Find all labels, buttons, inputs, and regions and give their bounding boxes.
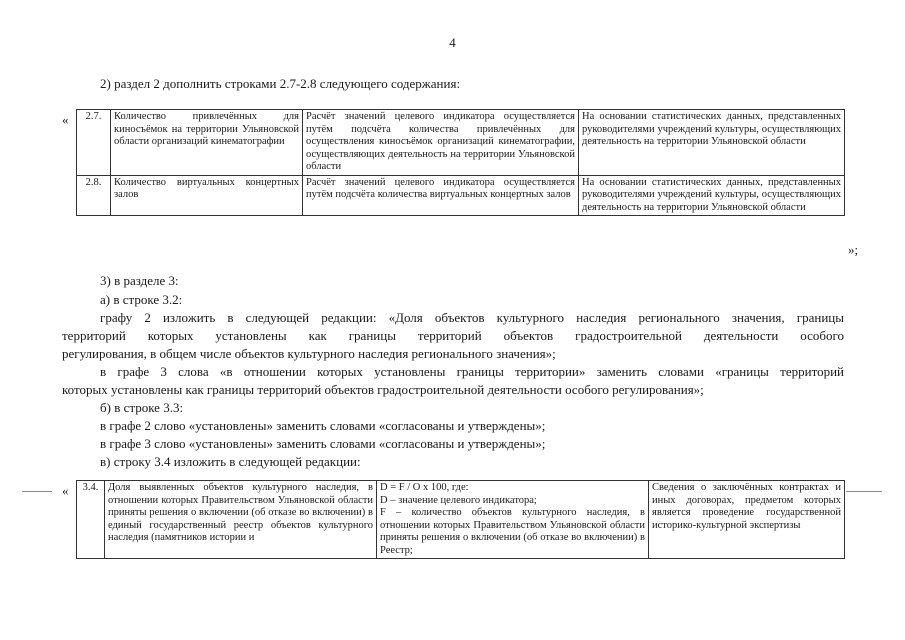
data-source: На основании статистических данных, представленных руководителями учреждений культуры, осуществляющих деятельность на территории Ульяновской области — [579, 110, 845, 176]
formula-line: D – значение целевого индикатора; — [380, 494, 537, 506]
formula-line: F – количество объектов культурного наследия, в отношении которых Правительством Ульяновской области приняты решения о включении (об отказе во включении) в Реестр; — [380, 507, 645, 556]
data-source: На основании статистических данных, представленных руководителями учреждений культуры, осуществляющих деятельность на территории Ульяновской области — [579, 175, 845, 216]
indicator-name: Количество привлечённых для киносъёмок на территории Ульяновской области организаций кинематографии — [111, 110, 303, 176]
body-line: б) в строке 3.3: — [100, 400, 184, 415]
quote-open-1: « — [62, 112, 69, 127]
row-number: 2.7. — [77, 110, 111, 176]
page-number: 4 — [449, 35, 456, 50]
calculation-method — [377, 481, 649, 559]
body-line: а) в строке 3.2: — [100, 292, 183, 307]
table-row — [77, 481, 845, 559]
table-row — [77, 175, 845, 216]
margin-dash-right — [846, 491, 882, 492]
margin-dash-left — [22, 491, 52, 492]
formula-line: D = F / O x 100, где: — [380, 482, 469, 493]
row-number: 3.4. — [77, 481, 105, 559]
intro-line: 2) раздел 2 дополнить строками 2.7-2.8 следующего содержания: — [100, 76, 461, 91]
table-row — [77, 110, 845, 176]
body-line: в) строку 3.4 изложить в следующей редакции: — [100, 454, 361, 469]
body-line: в графе 2 слово «установлены» заменить словами «согласованы и утверждены»; — [100, 418, 546, 433]
body-line: 3) в разделе 3: — [100, 273, 179, 288]
body-line: регулирования, в общем числе объектов культурного наследия регионального значения»; — [62, 346, 556, 361]
quote-open-2: « — [62, 483, 69, 498]
body-line: в графе 3 слова «в отношении которых установлены границы территории» заменить словами «границы территорий — [100, 364, 844, 379]
calculation-method: Расчёт значений целевого индикатора осуществляется путём подсчёта количества привлечённых для осуществления киносъёмок организаций кинематографии, осуществляющих деятельность на территории Ульяновской области — [303, 110, 579, 176]
quote-close-1: »; — [848, 242, 859, 257]
body-line: территорий которых установлены как границы территорий объектов градостроительной деятельности особого — [62, 328, 844, 343]
body-line: которых установлены как границы территорий объектов градостроительной деятельности особого регулирования»; — [62, 382, 704, 397]
calculation-method: Расчёт значений целевого индикатора осуществляется путём подсчёта количества виртуальных концертных залов — [303, 175, 579, 216]
body-line: графу 2 изложить в следующей редакции: «Доля объектов культурного наследия регионального значения, границы — [100, 310, 844, 325]
indicator-name: Количество виртуальных концертных залов — [111, 175, 303, 216]
indicators-table-section-3 — [76, 480, 845, 559]
body-line: в графе 3 слово «установлены» заменить словами «согласованы и утверждены»; — [100, 436, 546, 451]
data-source: Сведения о заключённых контрактах и иных договорах, предметом которых является проведение государственной историко-культурной экспертизы — [649, 481, 845, 559]
row-number: 2.8. — [77, 175, 111, 216]
indicators-table-section-2 — [76, 109, 845, 216]
indicator-name: Доля выявленных объектов культурного наследия, в отношении которых Правительством Ульяновской области приняты решения о включении (об отказе во включении) в единый государственный реестр объектов культурного наследия (памятников истории и — [105, 481, 377, 559]
